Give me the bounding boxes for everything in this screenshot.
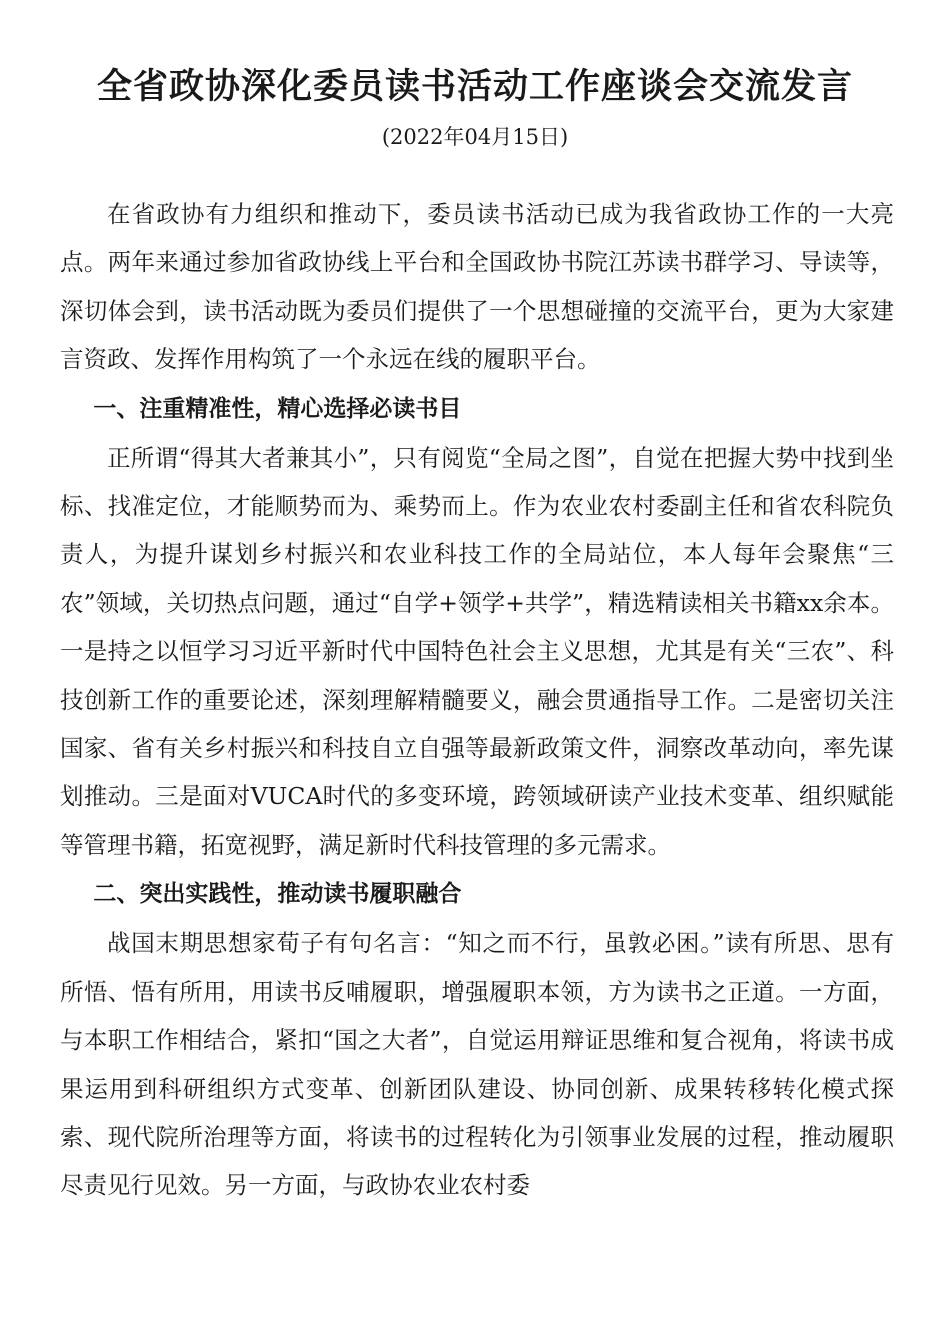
document-date: (2022年04月15日) <box>381 125 569 149</box>
section-heading-2: 二、突出实践性，推动读书履职融合 <box>93 881 462 908</box>
section-1-paragraph: 正所谓“得其大者兼其小”，只有阅览“全局之图”，自觉在把握大势中找到坐标、找准定位，才能顺势而为、乘势而上。作为农业农村委副主任和省农科院负责人，为提升谋划乡村振兴和农业科技工作的全局站位，本人每年会聚焦“三农”领域，关切热点问题，通过“自学+领学+共学”，精选精读相关书籍xx余本。一是持之以恒学习习近平新时代中国特色社会主义思想，尤其是有关“三农”、科技创新工作的重要论述，深刻理解精髓要义，融会贯通指导工作。二是密切关注国家、省有关乡村振兴和科技自立自强等最新政策文件，洞察改革动向，率先谋划推动。三是面对VUCA时代的多变环境，跨领域研读产业技术变革、组织赋能等管理书籍，拓宽视野，满足新时代科技管理的多元需求。 <box>60 443 894 859</box>
section-heading-1: 一、注重精准性，精心选择必读书目 <box>93 395 462 422</box>
section-2-paragraph: 战国末期思想家荀子有句名言：“知之而不行，虽敦必困。”读有所思、思有所悟、悟有所用，用读书反哺履职，增强履职本领，方为读书之正道。一方面，与本职工作相结合，紧扣“国之大者”，自觉运用辩证思维和复合视角，将读书成果运用到科研组织方式变革、创新团队建设、协同创新、成果转移转化模式探索、现代院所治理等方面，将读书的过程转化为引领事业发展的过程，推动履职尽责见行见效。另一方面，与政协农业农村委 <box>60 929 894 1200</box>
document-body <box>60 190 894 1210</box>
document-title: 全省政协深化委员读书活动工作座谈会交流发言 <box>96 67 853 107</box>
intro-paragraph: 在省政协有力组织和推动下，委员读书活动已成为我省政协工作的一大亮点。两年来通过参加省政协线上平台和全国政协书院江苏读书群学习、导读等，深切体会到，读书活动既为委员们提供了一个思想碰撞的交流平台，更为大家建言资政、发挥作用构筑了一个永远在线的履职平台。 <box>60 200 894 374</box>
